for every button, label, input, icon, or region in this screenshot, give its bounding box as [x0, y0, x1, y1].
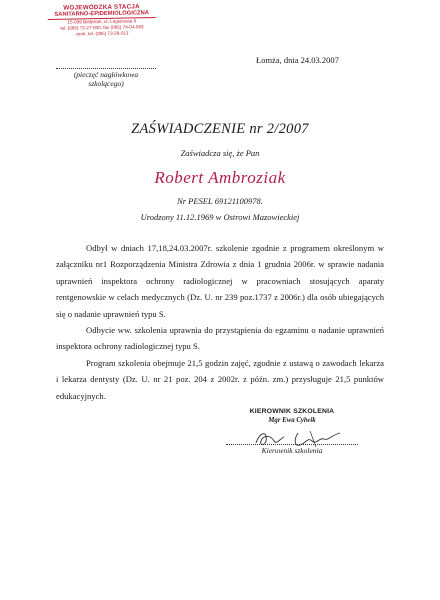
body-paragraph-3: Program szkolenia obejmuje 21,5 godzin zajęć, zgodnie z ustawą o zawodach lekarza i lekarza dentysty (Dz. U. nr 21 poz. 204 z 2002r. z późn. zm.) przysługuje 21,5 punktów edukacyjnych. — [56, 357, 384, 401]
certificate-title: ZAŚWIADCZENIE nr 2/2007 — [131, 121, 309, 137]
stamp-line-4: tel. (085) 73-27-000, fax (085) 74-04-069 — [60, 24, 144, 31]
recipient-name: Robert Ambroziak — [154, 168, 286, 187]
stamp-line-1: WOJEWÓDZKA STACJA — [63, 3, 140, 12]
pesel-line: Nr PESEL 69121100978. — [177, 196, 263, 206]
place-date: Łomża, dnia 24.03.2007 — [256, 55, 339, 65]
stamp-line-2: SANITARNO-EPIDEMIOLOGICZNA — [48, 10, 156, 20]
body-paragraph-2: Odbycie ww. szkolenia uprawnia do przystąpienia do egzaminu o nadanie uprawnień inspektora ochrony radiologicznej typu S. — [56, 325, 384, 352]
birth-line: Urodzony 11.12.1969 w Ostrowi Mazowieckiej — [140, 212, 300, 222]
signature-name: Mgr Ewa Cylwik — [268, 417, 316, 424]
stamp-caption: (pieczęć nagłówkowa szkolącego) — [56, 68, 156, 88]
body-paragraph-1: Odbył w dniach 17,18,24.03.2007r. szkolenie zgodnie z programem określonym w załączniku nr1 Rozporządzenia Ministra Zdrowia z dnia 1 grudnia 2006r. w sprawie nadania uprawnień inspektora ochrony radiologicznej w pracowniach stosujących aparaty rentgenowskie w celach medycznych (Dz. U. nr 239 poz.1737 z 2006r.) dla osób ubiegających się o nadanie uprawnień typu S. — [56, 243, 384, 319]
stamp-line-5: centr. tel. (085) 73-29-013 — [75, 30, 129, 37]
institution-stamp — [48, 3, 157, 60]
stamp-line-3: 15-099 Białystok, ul. Legionowa 8 — [67, 18, 137, 25]
signature-title: KIEROWNIK SZKOLENIA — [249, 408, 335, 415]
certifies-line: Zaświadcza się, że Pan — [180, 148, 260, 158]
signature-caption: Kierownik szkolenia — [226, 444, 358, 455]
certificate-body — [56, 240, 384, 404]
